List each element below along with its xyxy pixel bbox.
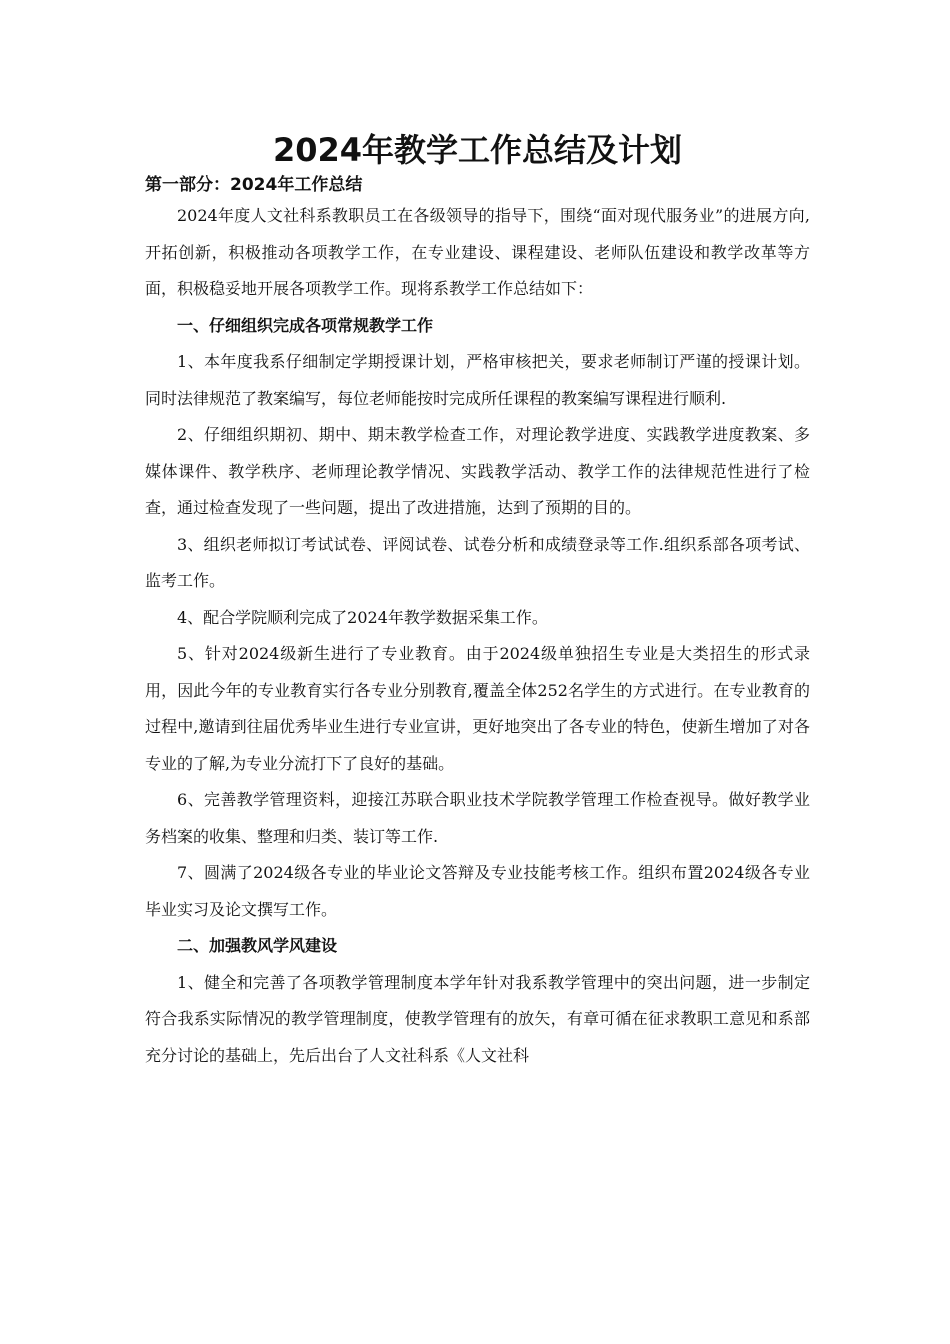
section-one-item-5: 5、针对2024级新生进行了专业教育。由于2024级单独招生专业是大类招生的形式录用，因此今年的专业教育实行各专业分别教育,覆盖全体252名学生的方式进行。在专业教育的过程中,邀请到往届优秀毕业生进行专业宣讲，更好地突出了各专业的特色，使新生增加了对各专业的了解,为专业分流打下了良好的基础。 <box>145 644 810 773</box>
part-one-heading: 第一部分：2024年工作总结 <box>145 175 363 195</box>
section-one-item-3: 3、组织老师拟订考试试卷、评阅试卷、试卷分析和成绩登录等工作.组织系部各项考试、监考工作。 <box>145 534 810 590</box>
intro-paragraph: 2024年度人文社科系教职员工在各级领导的指导下，围绕“面对现代服务业”的进展方向,开拓创新，积极推动各项教学工作，在专业建设、课程建设、老师队伍建设和教学改革等方面，积极稳妥地开展各项教学工作。现将系教学工作总结如下： <box>145 206 810 298</box>
section-one-item-1: 1、本年度我系仔细制定学期授课计划，严格审核把关，要求老师制订严谨的授课计划。同时法律规范了教案编写，每位老师能按时完成所任课程的教案编写课程进行顺利. <box>145 352 810 408</box>
document-body <box>145 128 810 1074</box>
section-two-heading: 二、加强教风学风建设 <box>177 936 338 955</box>
section-two-item-1: 1、健全和完善了各项教学管理制度本学年针对我系教学管理中的突出问题，进一步制定符合我系实际情况的教学管理制度，使教学管理有的放矢，有章可循在征求教职工意见和系部充分讨论的基础上，先后出台了人文社科系《人文社科 <box>145 972 810 1065</box>
section-one-item-2: 2、仔细组织期初、期中、期末教学检查工作，对理论教学进度、实践教学进度教案、多媒体课件、教学秩序、老师理论教学情况、实践教学活动、教学工作的法律规范性进行了检查，通过检查发现了一些问题，提出了改进措施，达到了预期的目的。 <box>145 425 810 517</box>
document-title: 2024年教学工作总结及计划 <box>272 131 683 169</box>
section-one-item-7: 7、圆满了2024级各专业的毕业论文答辩及专业技能考核工作。组织布置2024级各专业毕业实习及论文撰写工作。 <box>145 863 810 919</box>
section-one-heading: 一、仔细组织完成各项常规教学工作 <box>177 315 434 335</box>
section-one-item-6: 6、完善教学管理资料，迎接江苏联合职业技术学院教学管理工作检查视导。做好教学业务档案的收集、整理和归类、装订等工作. <box>145 790 810 846</box>
section-one-item-4: 4、配合学院顺利完成了2024年教学数据采集工作。 <box>177 607 548 627</box>
